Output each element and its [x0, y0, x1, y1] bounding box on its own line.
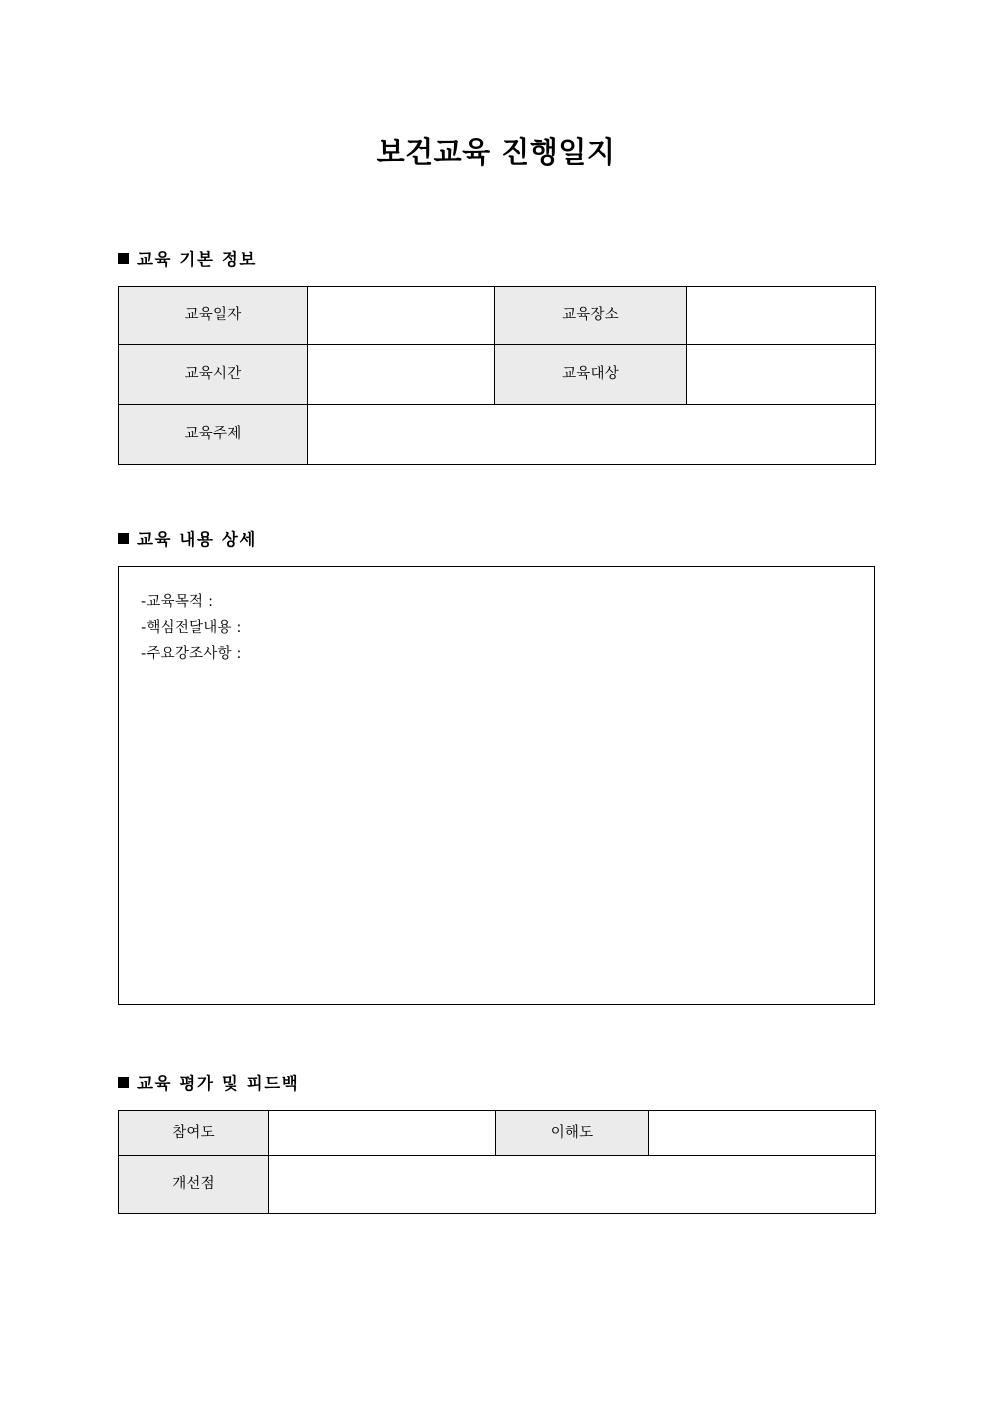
- prompt-education-purpose: -교육목적 :: [141, 594, 214, 610]
- value-comprehension[interactable]: [649, 1111, 876, 1156]
- label-comprehension: 이해도: [496, 1111, 649, 1156]
- evaluation-feedback-table: [118, 1110, 876, 1214]
- table-row: [119, 405, 876, 465]
- section-heading-basic-info-label: 교육 기본 정보: [137, 250, 257, 269]
- label-participation: 참여도: [119, 1111, 269, 1156]
- section-heading-basic-info: [118, 249, 257, 271]
- section-heading-evaluation-feedback-label: 교육 평가 및 피드백: [137, 1074, 300, 1093]
- square-bullet-icon: [118, 533, 129, 544]
- table-row: [119, 345, 876, 405]
- table-row: [119, 287, 876, 345]
- value-improvement-points[interactable]: [269, 1156, 876, 1214]
- section-heading-content-detail: [118, 529, 257, 551]
- page-title: 보건교육 진행일지: [376, 135, 616, 169]
- square-bullet-icon: [118, 1077, 129, 1088]
- prompt-main-emphasis: -주요강조사항 :: [141, 646, 242, 662]
- table-row: [119, 1111, 876, 1156]
- basic-info-table: [118, 286, 876, 465]
- label-education-date: 교육일자: [119, 287, 308, 345]
- label-education-place: 교육장소: [495, 287, 687, 345]
- label-education-topic: 교육주제: [119, 405, 308, 465]
- value-participation[interactable]: [269, 1111, 496, 1156]
- label-education-time: 교육시간: [119, 345, 308, 405]
- education-content-textarea[interactable]: [118, 566, 875, 1005]
- value-education-date[interactable]: [308, 287, 495, 345]
- value-education-place[interactable]: [687, 287, 876, 345]
- section-heading-evaluation-feedback: [118, 1073, 299, 1095]
- label-education-target: 교육대상: [495, 345, 687, 405]
- value-education-topic[interactable]: [308, 405, 876, 465]
- label-improvement-points: 개선점: [119, 1156, 269, 1214]
- square-bullet-icon: [118, 253, 129, 264]
- table-row: [119, 1156, 876, 1214]
- value-education-time[interactable]: [308, 345, 495, 405]
- value-education-target[interactable]: [687, 345, 876, 405]
- section-heading-content-detail-label: 교육 내용 상세: [137, 530, 257, 549]
- prompt-key-message: -핵심전달내용 :: [141, 620, 242, 636]
